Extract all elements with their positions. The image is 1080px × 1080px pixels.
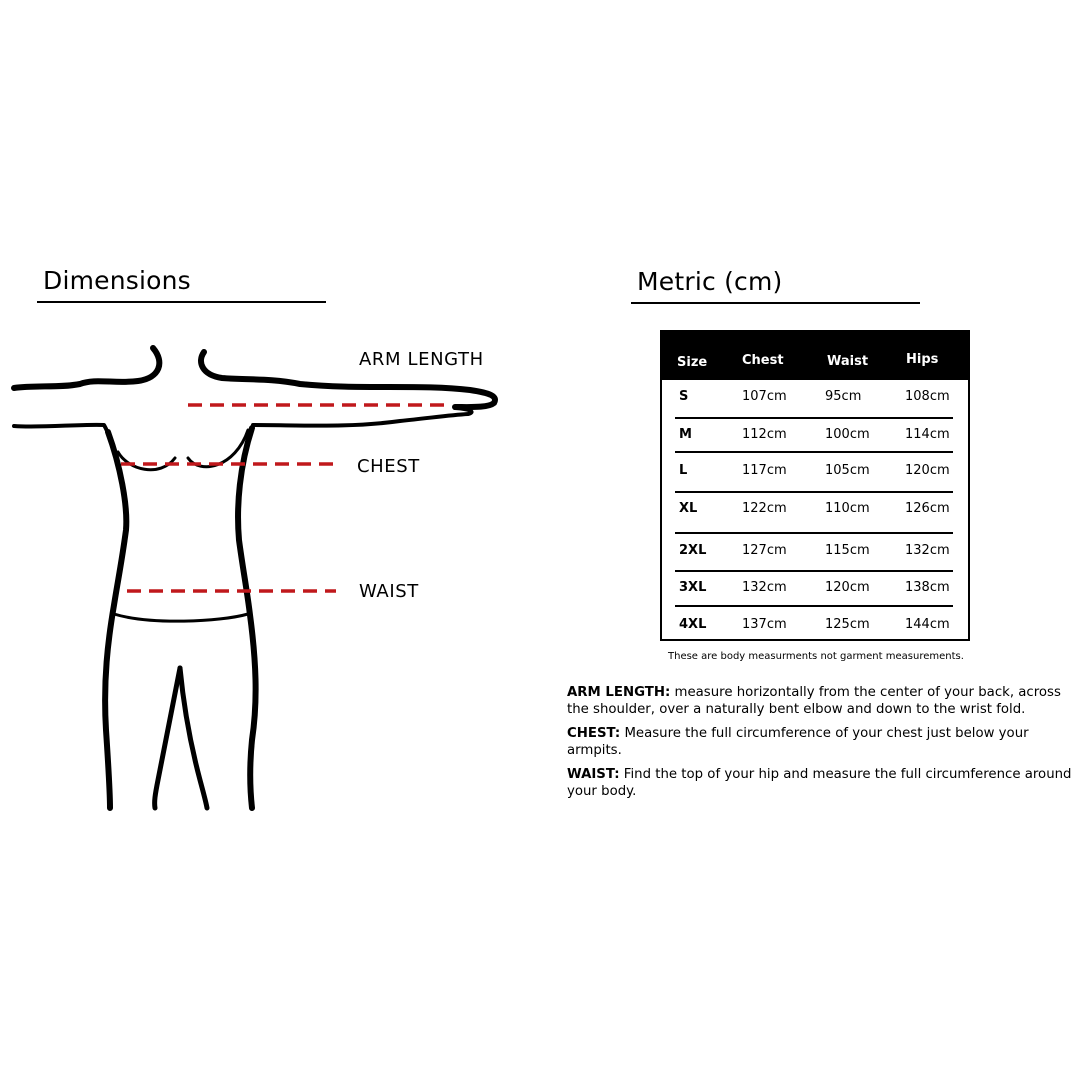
torso-side-right <box>238 428 256 808</box>
metric-heading: Metric (cm) <box>631 267 920 304</box>
waist-cell: 100cm <box>825 427 870 442</box>
table-row <box>675 534 953 572</box>
chest-cell: 127cm <box>742 543 787 558</box>
column-header-waist: Waist <box>827 354 869 369</box>
waist-cell: 110cm <box>825 501 870 516</box>
column-header-size: Size <box>677 355 708 370</box>
chest-cell: 137cm <box>742 617 787 632</box>
table-row <box>675 380 953 419</box>
size-cell: M <box>679 427 692 442</box>
arm-length-text: measure horizontally from the center of your back, across the shoulder, over a naturally bent elbow and down to the wrist fold. <box>567 685 1061 717</box>
waist-text: Find the top of your hip and measure the full circumference around your body. <box>567 767 1072 799</box>
waist-cell: 120cm <box>825 580 870 595</box>
neck-outline-left <box>14 348 159 388</box>
chest-label: CHEST <box>357 456 420 477</box>
chest-curve-right <box>188 430 248 467</box>
chest-text: Measure the full circumference of your chest just below your armpits. <box>567 726 1029 758</box>
chest-description <box>567 726 1072 759</box>
hip-line <box>114 614 248 621</box>
size-cell: L <box>679 463 688 478</box>
waist-cell: 125cm <box>825 617 870 632</box>
hips-cell: 114cm <box>905 427 950 442</box>
chest-cell: 107cm <box>742 389 787 404</box>
table-header <box>662 332 968 380</box>
size-cell: 2XL <box>679 543 707 558</box>
arm-underside-left <box>14 425 112 443</box>
table-row <box>675 453 953 493</box>
table-row <box>675 572 953 607</box>
hips-cell: 108cm <box>905 389 950 404</box>
table-row <box>675 493 953 534</box>
torso-side-left <box>105 432 126 808</box>
waist-label: WAIST <box>359 581 419 602</box>
arm-length-description <box>567 685 1072 718</box>
column-header-hips: Hips <box>906 352 939 367</box>
column-header-chest: Chest <box>742 353 784 368</box>
size-cell: 4XL <box>679 617 707 632</box>
hips-cell: 120cm <box>905 463 950 478</box>
waist-cell: 105cm <box>825 463 870 478</box>
size-table <box>660 330 970 641</box>
waist-cell: 95cm <box>825 389 862 404</box>
arm-underside-right <box>253 408 472 426</box>
waist-description <box>567 767 1072 800</box>
chest-cell: 112cm <box>742 427 787 442</box>
hips-cell: 138cm <box>905 580 950 595</box>
dimensions-heading: Dimensions <box>37 266 326 303</box>
waist-term: WAIST: <box>567 767 620 782</box>
size-cell: 3XL <box>679 580 707 595</box>
chest-curve-left <box>118 452 175 470</box>
measurement-note: These are body measurments not garment measurements. <box>668 651 964 662</box>
chest-cell: 132cm <box>742 580 787 595</box>
arm-length-term: ARM LENGTH: <box>567 685 671 700</box>
size-cell: XL <box>679 501 698 516</box>
hips-cell: 144cm <box>905 617 950 632</box>
table-row <box>675 607 953 639</box>
table-row <box>675 419 953 453</box>
inner-leg-left <box>155 668 180 808</box>
hips-cell: 132cm <box>905 543 950 558</box>
chest-cell: 117cm <box>742 463 787 478</box>
chest-cell: 122cm <box>742 501 787 516</box>
waist-cell: 115cm <box>825 543 870 558</box>
chest-term: CHEST: <box>567 726 621 741</box>
arm-length-label: ARM LENGTH <box>359 349 484 370</box>
size-cell: S <box>679 389 689 404</box>
inner-leg-right <box>180 668 207 808</box>
body-silhouette-illustration <box>0 330 520 820</box>
hips-cell: 126cm <box>905 501 950 516</box>
